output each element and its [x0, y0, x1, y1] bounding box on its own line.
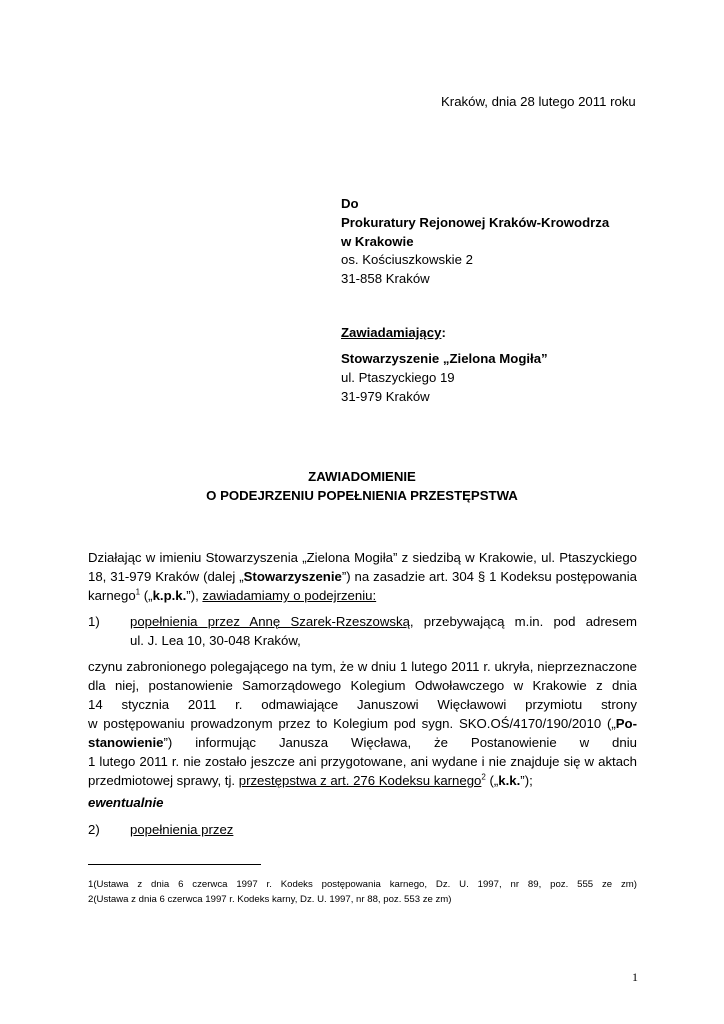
footnote-ref-1: 1 [135, 587, 141, 597]
date-line: Kraków, dnia 28 lutego 2011 roku [441, 94, 636, 109]
notifier-postal: 31-979 Kraków [341, 389, 430, 404]
footnote-separator [88, 864, 261, 865]
body-text: ”) informując Janusza Więcława, że Postanowienie w dniu [163, 735, 637, 750]
footnote-1: 1(Ustawa z dnia 6 czerwca 1997 r. Kodeks postępowania karnego, Dz. U. 1997, nr 89, poz. 555 ze zm) [88, 879, 637, 890]
notifier-label-colon: : [441, 325, 446, 340]
notifier-name: Stowarzyszenie „Zielona Mogiła” [341, 351, 548, 366]
body-line-7 [88, 773, 533, 788]
body-text: ”); [520, 773, 533, 788]
notifier-street: ul. Ptaszyckiego 19 [341, 370, 455, 385]
body-line-2: dla niej, postanowienie Samorządowego Kolegium Odwoławczego w Krakowie z dnia [88, 678, 637, 693]
intro-text: karnego [88, 588, 136, 603]
notifier-label-text: Zawiadamiający [341, 325, 442, 340]
notification-statement: zawiadamiamy o podejrzeniu: [202, 588, 377, 603]
defined-term: Stowarzyszenie [243, 569, 342, 584]
footnote-ref-2: 2 [481, 772, 486, 782]
recipient-office: Prokuratury Rejonowej Kraków-Krowodrza [341, 215, 610, 230]
recipient-postal: 31-858 Kraków [341, 271, 430, 286]
intro-line-1: Działając w imieniu Stowarzyszenia „Zielona Mogiła” z siedzibą w Krakowie, ul. Ptaszyckiego [88, 550, 637, 565]
suspect-name: popełnienia przez Annę Szarek-Rzeszowską [130, 614, 410, 629]
item-text: , przebywającą m.in. pod adresem [409, 614, 638, 629]
document-title-line1: ZAWIADOMIENIE [308, 469, 416, 484]
intro-line-3 [88, 588, 376, 603]
item-1-number: 1) [88, 614, 100, 629]
recipient-city-line: w Krakowie [341, 234, 414, 249]
body-line-4 [88, 716, 637, 731]
body-line-3: 14 stycznia 2011 r. odmawiające Januszowi Więcławowi przymiotu strony [88, 697, 637, 712]
defined-term: k.k. [498, 773, 521, 788]
intro-line-2 [88, 569, 637, 584]
body-line-6: 1 lutego 2011 r. nie zostało jeszcze ani przygotowane, ani wydane i nie znajduje się w aktach [88, 754, 637, 769]
intro-text: („ [140, 588, 153, 603]
body-text: przedmiotowej sprawy, tj. [88, 773, 239, 788]
item-2-text: popełnienia przez [130, 822, 234, 837]
body-line-5 [88, 735, 637, 750]
intro-text: ”) na zasadzie art. 304 § 1 Kodeksu postępowania [341, 569, 637, 584]
recipient-street: os. Kościuszkowskie 2 [341, 252, 473, 267]
defined-term: k.p.k. [152, 588, 187, 603]
body-text: („ [485, 773, 499, 788]
item-1-line-1 [130, 614, 637, 629]
alternative-label: ewentualnie [88, 795, 164, 810]
recipient-label: Do [341, 196, 359, 211]
defined-term: Po- [615, 716, 637, 731]
body-text: w postępowaniu prowadzonym przez to Kolegium pod sygn. SKO.OŚ/4170/190/2010 („ [88, 716, 616, 731]
body-line-1: czynu zabronionego polegającego na tym, że w dniu 1 lutego 2011 r. ukryła, nieprzeznaczone [88, 659, 637, 674]
intro-text: 18, 31-979 Kraków (dalej „ [88, 569, 244, 584]
offence-reference: przestępstwa z art. 276 Kodeksu karnego [238, 773, 482, 788]
page-number: 1 [632, 970, 638, 984]
intro-text: ”), [186, 588, 203, 603]
item-1-line-2: ul. J. Lea 10, 30-048 Kraków, [130, 633, 301, 648]
item-2-number: 2) [88, 822, 100, 837]
footnote-2: 2(Ustawa z dnia 6 czerwca 1997 r. Kodeks karny, Dz. U. 1997, nr 88, poz. 553 ze zm) [88, 894, 452, 905]
notifier-label [341, 325, 446, 340]
document-title-line2: O PODEJRZENIU POPEŁNIENIA PRZESTĘPSTWA [206, 488, 518, 503]
defined-term: stanowienie [88, 735, 164, 750]
